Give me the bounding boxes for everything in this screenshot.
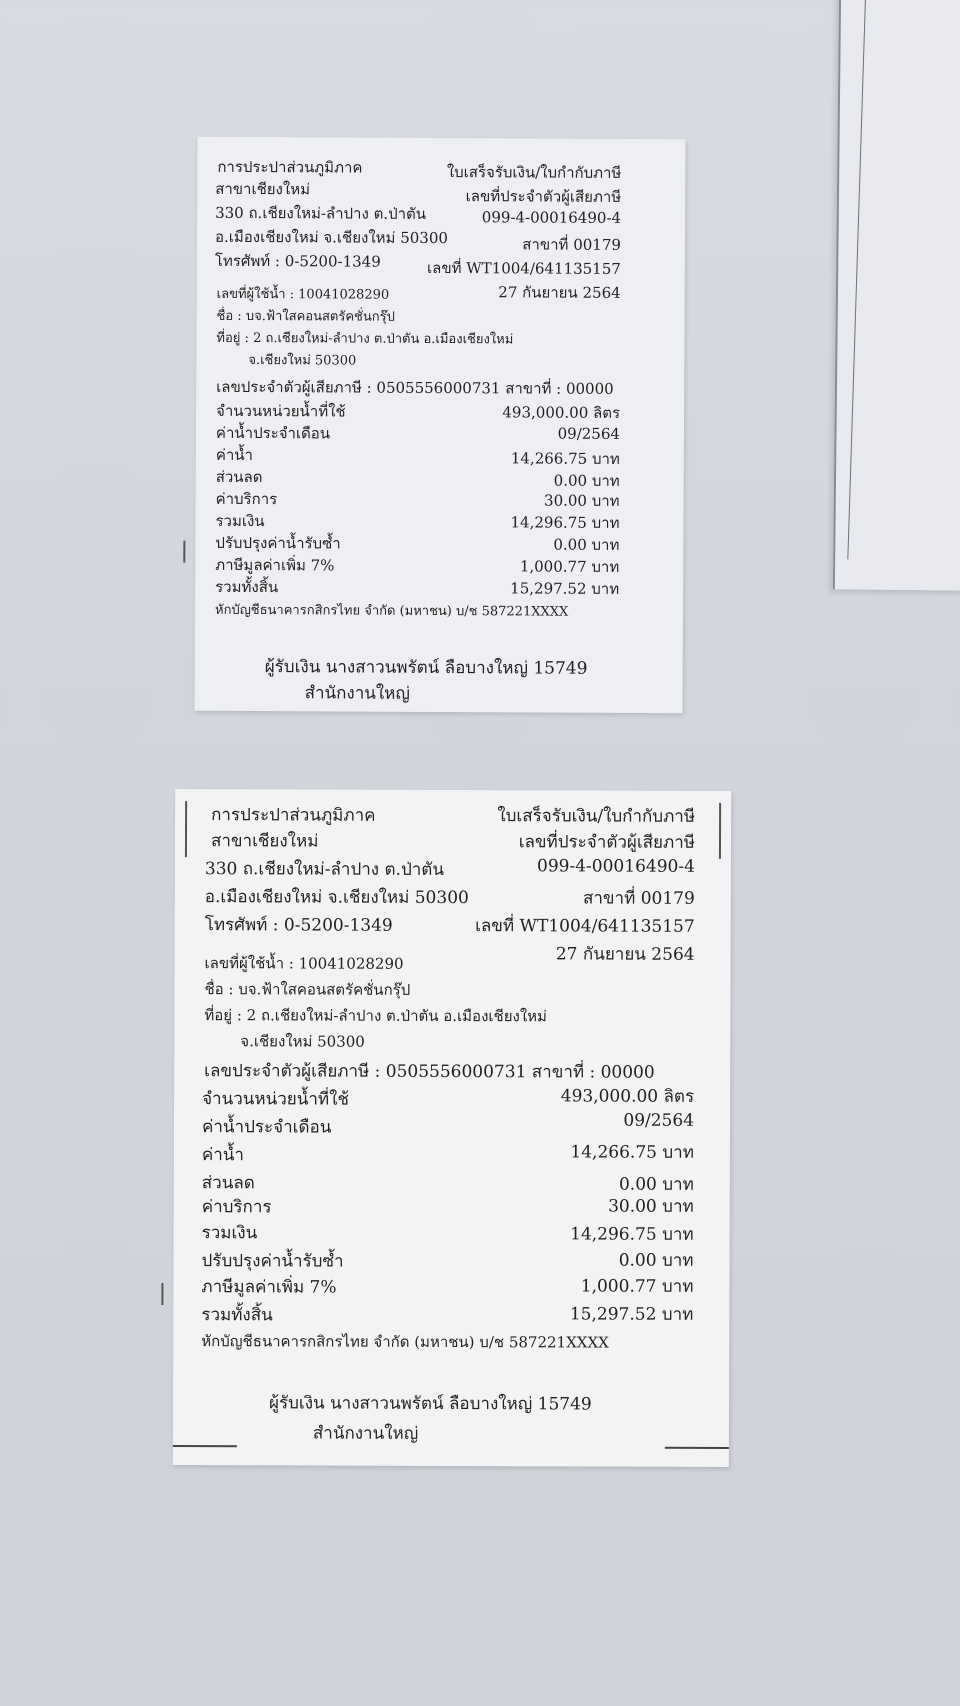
office: สำนักงานใหญ่ (304, 683, 410, 704)
scan-mark (161, 1283, 163, 1305)
customer-address-1: ที่อยู่ : 2 ถ.เชียงใหม่-ลำปาง ต.ป่าตัน อ.เมืองเชียงใหม่ (204, 1006, 547, 1026)
date: 27 กันยายน 2564 (555, 944, 695, 965)
line-value: 1,000.77 บาท (519, 557, 620, 576)
customer-name: ชื่อ : บจ.ฟ้าใสคอนสตรัคชั่นกรุ๊ป (204, 980, 411, 999)
address-line-2: อ.เมืองเชียงใหม่ จ.เชียงใหม่ 50300 (204, 887, 469, 909)
doc-title: ใบเสร็จรับเงิน/ใบกำกับภาษี (446, 163, 622, 182)
user-number: เลขที่ผู้ใช้น้ำ : 10041028290 (204, 954, 404, 973)
line-label: ค่าน้ำประจำเดือน (201, 1117, 332, 1138)
line-value: 0.00 บาท (553, 471, 620, 490)
phone: โทรศัพท์ : 0-5200-1349 (204, 915, 393, 936)
line-label: ภาษีมูลค่าเพิ่ม 7% (201, 1277, 337, 1298)
adjacent-paper-edge (833, 0, 960, 591)
line-label: ส่วนลด (215, 467, 263, 487)
branch-number: สาขาที่ 00179 (522, 235, 621, 254)
line-label: รวมเงิน (215, 511, 265, 531)
scan-mark (185, 801, 187, 857)
document-number: เลขที่ WT1004/641135157 (426, 258, 621, 278)
line-label: ปรับปรุงค่าน้ำรับซ้ำ (201, 1251, 344, 1272)
receipt-photo-top (195, 137, 686, 714)
taxid: 099-4-00016490-4 (481, 208, 622, 227)
customer-address-1: ที่อยู่ : 2 ถ.เชียงใหม่-ลำปาง ต.ป่าตัน อ.เมืองเชียงใหม่ (216, 330, 514, 348)
line-label: ส่วนลด (201, 1173, 255, 1194)
receipt-photo-bottom (173, 789, 731, 1467)
line-value: 14,296.75 บาท (510, 513, 620, 532)
line-label: ค่าน้ำ (215, 445, 254, 465)
tear-line (665, 1447, 729, 1449)
bank-info: หักบัญชีธนาคารกสิกรไทย จำกัด (มหาชน) บ/ช 587221XXXX (201, 1332, 609, 1352)
customer-address-2: จ.เชียงใหม่ 50300 (240, 1032, 365, 1051)
receiver: ผู้รับเงิน นางสาวนพรัตน์ ลือบางใหญ่ 15749 (264, 657, 588, 679)
line-value: 493,000.00 ลิตร (560, 1086, 695, 1107)
line-value: 09/2564 (557, 424, 621, 443)
taxid-label: เลขที่ประจำตัวผู้เสียภาษี (518, 832, 696, 853)
line-label: ค่าบริการ (201, 1197, 272, 1218)
phone: โทรศัพท์ : 0-5200-1349 (214, 251, 381, 271)
line-label: ภาษีมูลค่าเพิ่ม 7% (215, 555, 335, 575)
line-label: ค่าบริการ (215, 489, 278, 509)
line-value: 15,297.52 บาท (510, 579, 620, 598)
line-label: จำนวนหน่วยน้ำที่ใช้ (202, 1089, 349, 1110)
branch-name: สาขาเชียงใหม่ (215, 179, 311, 199)
line-value: 0.00 บาท (618, 1174, 694, 1195)
line-value: 14,266.75 บาท (570, 1142, 694, 1163)
line-label: รวมทั้งสิ้น (215, 577, 279, 597)
user-number: เลขที่ผู้ใช้น้ำ : 10041028290 (216, 286, 390, 303)
office: สำนักงานใหญ่ (312, 1423, 419, 1444)
date: 27 กันยายน 2564 (498, 283, 621, 302)
branch-number: สาขาที่ 00179 (582, 888, 695, 909)
customer-name: ชื่อ : บจ.ฟ้าใสคอนสตรัคชั่นกรุ๊ป (216, 308, 395, 325)
line-label: จำนวนหน่วยน้ำที่ใช้ (216, 401, 346, 421)
taxid: 099-4-00016490-4 (537, 856, 695, 877)
doc-title: ใบเสร็จรับเงิน/ใบกำกับภาษี (497, 806, 696, 827)
receiver: ผู้รับเงิน นางสาวนพรัตน์ ลือบางใหญ่ 15749 (269, 1393, 592, 1415)
line-value: 14,266.75 บาท (510, 449, 620, 468)
scan-mark (183, 541, 185, 563)
line-label: ปรับปรุงค่าน้ำรับซ้ำ (215, 533, 341, 553)
address-line-1: 330 ถ.เชียงใหม่-ลำปาง ต.ป่าตัน (215, 203, 427, 223)
taxid-label: เลขที่ประจำตัวผู้เสียภาษี (465, 187, 622, 206)
line-value: 09/2564 (623, 1110, 695, 1131)
line-label: รวมทั้งสิ้น (201, 1305, 273, 1326)
tear-line (173, 1445, 237, 1447)
org-name: การประปาส่วนภูมิภาค (211, 805, 376, 826)
line-label: ค่าน้ำ (201, 1145, 245, 1166)
line-value: 14,296.75 บาท (570, 1224, 694, 1245)
line-value: 30.00 บาท (544, 491, 620, 510)
line-value: 0.00 บาท (618, 1250, 694, 1271)
line-label: ค่าน้ำประจำเดือน (215, 423, 331, 443)
scan-mark (719, 803, 721, 859)
line-value: 493,000.00 ลิตร (502, 403, 621, 422)
line-value: 30.00 บาท (608, 1196, 694, 1217)
bank-info: หักบัญชีธนาคารกสิกรไทย จำกัด (มหาชน) บ/ช 587221XXXX (214, 602, 569, 620)
document-number: เลขที่ WT1004/641135157 (475, 916, 695, 937)
customer-taxid: เลขประจำตัวผู้เสียภาษี : 0505556000731 สาขาที่ : 00000 (204, 1061, 655, 1083)
line-value: 15,297.52 บาท (569, 1304, 694, 1325)
address-line-1: 330 ถ.เชียงใหม่-ลำปาง ต.ป่าตัน (204, 859, 444, 880)
address-line-2: อ.เมืองเชียงใหม่ จ.เชียงใหม่ 50300 (214, 227, 449, 248)
org-name: การประปาส่วนภูมิภาค (217, 157, 363, 177)
line-label: รวมเงิน (201, 1223, 258, 1244)
customer-taxid: เลขประจำตัวผู้เสียภาษี : 0505556000731 สาขาที่ : 00000 (216, 377, 614, 398)
branch-name: สาขาเชียงใหม่ (210, 831, 319, 852)
customer-address-2: จ.เชียงใหม่ 50300 (248, 352, 357, 369)
line-value: 1,000.77 บาท (580, 1276, 694, 1297)
line-value: 0.00 บาท (553, 535, 620, 554)
